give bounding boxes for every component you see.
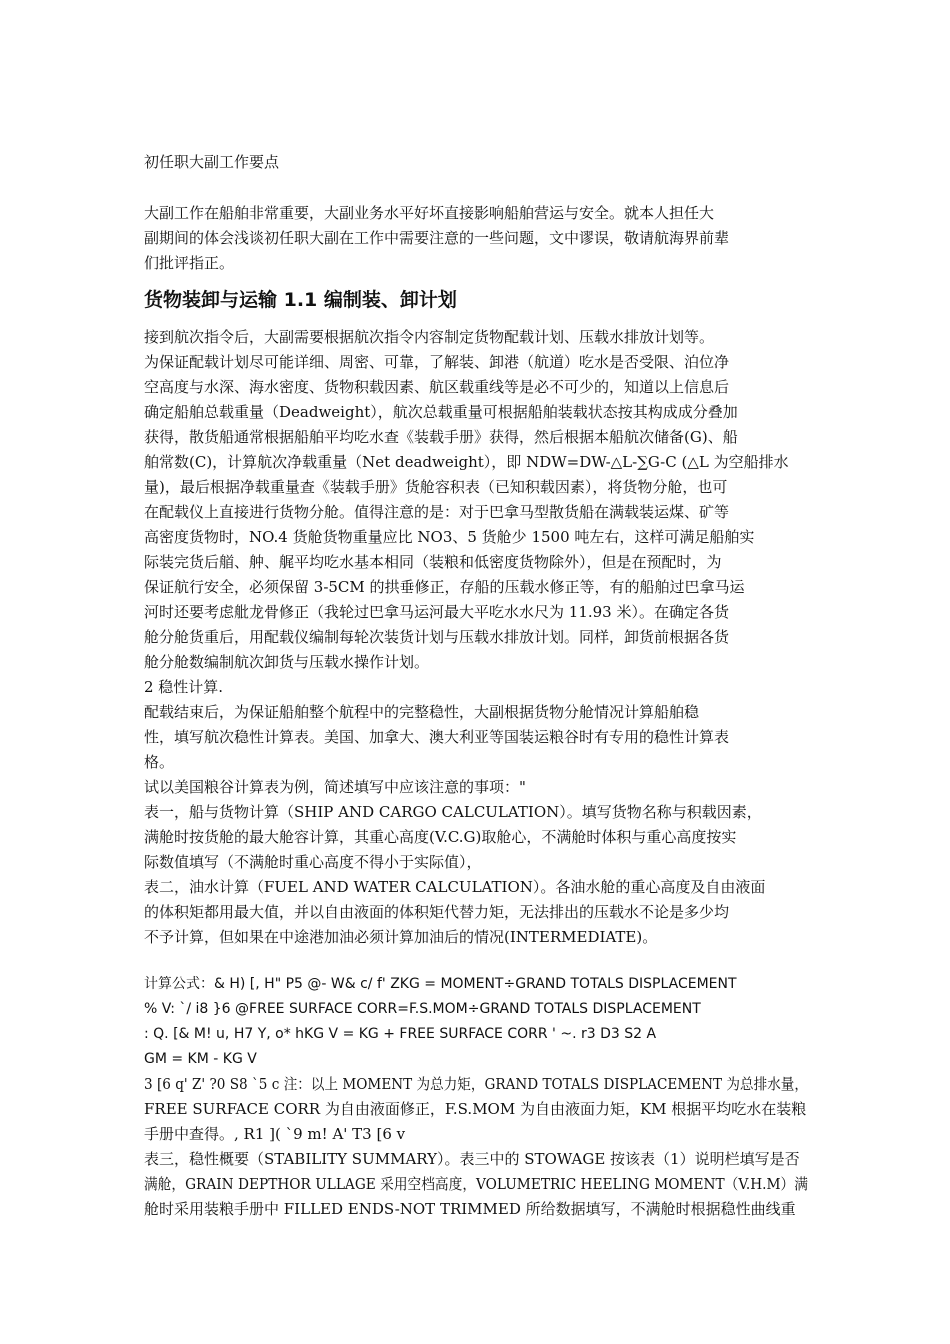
text-line: 量)，最后根据净载重量查《装载手册》货舱容积表（已知积载因素），将货物分舱，也可 xyxy=(144,478,728,496)
text-line: 手册中查得。, R1 ]( `9 m! A' T3 [6 v xyxy=(144,1125,406,1143)
text-line: 接到航次指令后，大副需要根据航次指令内容制定货物配载计划、压载水排放计划等。 xyxy=(144,328,715,346)
text-line: 保证航行安全，必须保留 3-5CM 的拱垂修正，存船的压载水修正等，有的船舶过巴拿马运 xyxy=(144,578,745,596)
formula-line: 计算公式：& H) [, H" P5 @- W& c/ f' ZKG = MOMENT÷GRAND TOTALS DISPLACEMENT xyxy=(144,976,737,992)
text-line: 舱分舱货重后，用配载仪编制每轮次装货计划与压载水排放计划。同样，卸货前根据各货 xyxy=(144,628,730,646)
text-line: 性，填写航次稳性计算表。美国、加拿大、澳大利亚等国装运粮谷时有专用的稳性计算表 xyxy=(144,728,730,746)
text-line: 高密度货物时，NO.4 货舱货物重量应比 NO3、5 货舱少 1500 吨左右，这样可满足船舶实 xyxy=(144,528,755,546)
formula-line: % V: `/ i8 }6 @FREE SURFACE CORR=F.S.MOM÷GRAND TOTALS DISPLACEMENT xyxy=(144,1001,701,1017)
text-line: 际数值填写（不满舱时重心高度不得小于实际值）， xyxy=(144,853,482,871)
text-line: 3 [6 q' Z' ?0 S8 `5 c 注：以上 MOMENT 为总力矩，GRAND TOTALS DISPLACEMENT 为总排水量， xyxy=(144,1075,808,1093)
text-line: 满舱时按货舱的最大舱容计算，其重心高度(V.C.G)取舱心，不满舱时体积与重心高度按实 xyxy=(144,828,737,846)
text-line: 舶常数(C)，计算航次净载重量（Net deadweight），即 NDW=DW-△L-∑G-C (△L 为空船排水 xyxy=(144,453,789,471)
text-line: 河时还要考虑舭龙骨修正（我轮过巴拿马运河最大平吃水水尺为 11.93 米）。在确定各货 xyxy=(144,603,729,621)
text-line: 的体积矩都用最大值，并以自由液面的体积矩代替力矩，无法排出的压载水不论是多少均 xyxy=(144,903,730,921)
text-line: 副期间的体会浅谈初任职大副在工作中需要注意的一些问题，文中谬误，敬请航海界前辈 xyxy=(144,229,730,247)
section-heading: 货物装卸与运输 1.1 编制装、卸计划 xyxy=(144,289,457,311)
text-line: 为保证配载计划尽可能详细、周密、可靠，了解装、卸港（航道）吃水是否受限、泊位净 xyxy=(144,353,730,371)
text-line: 大副工作在船舶非常重要，大副业务水平好坏直接影响船舶营运与安全。就本人担任大 xyxy=(144,204,715,222)
formula-line: GM = KM - KG V xyxy=(144,1051,257,1067)
text-line: 表一，船与货物计算（SHIP AND CARGO CALCULATION）。填写货物名称与积载因素， xyxy=(144,803,762,821)
text-line: 确定船舶总载重量（Deadweight），航次总载重量可根据船舶装载状态按其构成成分叠加 xyxy=(144,403,738,421)
text-line: 获得，散货船通常根据船舶平均吃水查《装载手册》获得，然后根据本船航次储备(G)、船 xyxy=(144,428,738,446)
text-line: 格。 xyxy=(144,753,175,771)
formula-line: : Q. [& M! u, H7 Y, o* hKG V = KG + FREE SURFACE CORR ' ~. r3 D3 S2 A xyxy=(144,1026,657,1042)
text-line: 试以美国粮谷计算表为例，简述填写中应该注意的事项：" xyxy=(144,778,526,796)
text-line: 配载结束后，为保证船舶整个航程中的完整稳性，大副根据货物分舱情况计算船舶稳 xyxy=(144,703,700,721)
text-line: 舱时采用装粮手册中 FILLED ENDS-NOT TRIMMED 所给数据填写，不满舱时根据稳性曲线重 xyxy=(144,1200,796,1218)
subsection-heading: 2 稳性计算. xyxy=(144,678,224,696)
text-line: 在配载仪上直接进行货物分舱。值得注意的是：对于巴拿马型散货船在满载装运煤、矿等 xyxy=(144,503,730,521)
text-line: 们批评指正。 xyxy=(144,254,235,272)
text-line: 满舱，GRAIN DEPTHOR ULLAGE 采用空档高度，VOLUMETRIC HEELING MOMENT（V.H.M）满 xyxy=(144,1175,808,1193)
text-line: 表三，稳性概要（STABILITY SUMMARY）。表三中的 STOWAGE 按该表（1）说明栏填写是否 xyxy=(144,1150,800,1168)
document-title: 初任职大副工作要点 xyxy=(144,153,280,171)
text-line: 舱分舱数编制航次卸货与压载水操作计划。 xyxy=(144,653,430,671)
text-line: 表二，油水计算（FUEL AND WATER CALCULATION）。各油水舱的重心高度及自由液面 xyxy=(144,878,766,896)
text-line: 空高度与水深、海水密度、货物积载因素、航区载重线等是必不可少的，知道以上信息后 xyxy=(144,378,730,396)
text-line: 际装完货后艏、舯、艉平均吃水基本相同（装粮和低密度货物除外），但是在预配时，为 xyxy=(144,553,722,571)
text-line: FREE SURFACE CORR 为自由液面修正，F.S.MOM 为自由液面力矩，KM 根据平均吃水在装粮 xyxy=(144,1100,807,1118)
text-line: 不予计算，但如果在中途港加油必须计算加油后的情况(INTERMEDIATE)。 xyxy=(144,928,658,946)
